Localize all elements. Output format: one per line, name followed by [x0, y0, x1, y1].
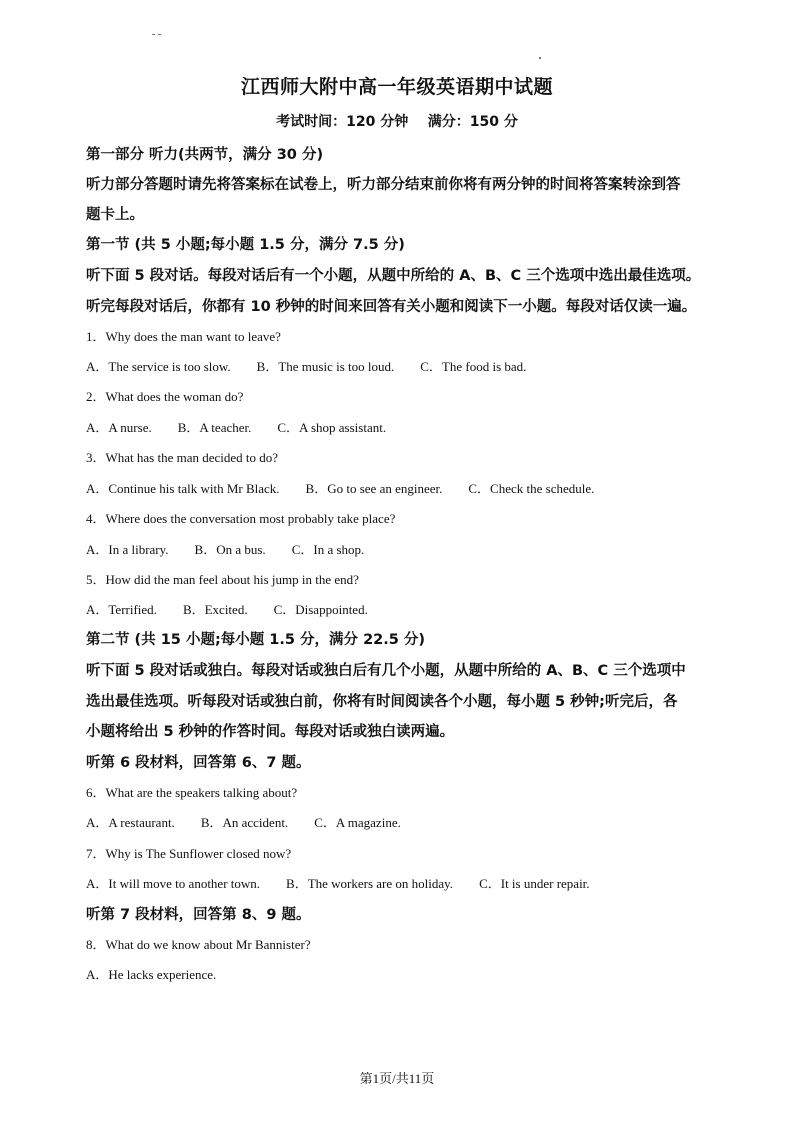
- option-b: B．Excited.: [182, 602, 248, 617]
- question-8-options: [86, 964, 242, 983]
- option-c: C．A magazine.: [314, 815, 401, 830]
- option-a: A．He lacks experience.: [86, 967, 217, 982]
- material-7-heading: 听第 7 段材料，回答第 8、9 题。: [86, 907, 311, 923]
- exam-title: 江西师大附中高一年级英语期中试题: [240, 76, 553, 98]
- option-c: C．A shop assistant.: [277, 420, 387, 435]
- option-b: B．The workers are on holiday.: [286, 876, 454, 891]
- question-2: 2．What does the woman do?: [86, 389, 244, 404]
- part1-instruction-line1: 听力部分答题时请先将答案标在试卷上，听力部分结束前你将有两分钟的时间将答案转涂到答: [86, 177, 681, 193]
- option-a: A．It will move to another town.: [86, 876, 261, 891]
- question-6: 6．What are the speakers talking about?: [86, 785, 298, 800]
- question-7: 7．Why is The Sunflower closed now?: [86, 846, 292, 861]
- option-a: A．Continue his talk with Mr Black.: [86, 481, 280, 496]
- page-footer: 第1页/共11页: [359, 1071, 435, 1086]
- part1-instruction-line2: 题卡上。: [86, 207, 144, 223]
- option-b: B．The music is too loud.: [256, 359, 395, 374]
- option-b: B．On a bus.: [194, 542, 266, 557]
- part1-heading: 第一部分 听力(共两节，满分 30 分): [86, 147, 324, 163]
- option-b: B．Go to see an engineer.: [305, 481, 443, 496]
- option-c: C．Disappointed.: [273, 602, 368, 617]
- scan-speck: [158, 34, 161, 35]
- question-4: 4．Where does the conversation most probably take place?: [86, 511, 396, 526]
- question-5: 5．How did the man feel about his jump in the end?: [86, 572, 359, 587]
- section2-heading: 第二节 (共 15 小题;每小题 1.5 分，满分 22.5 分): [86, 632, 426, 648]
- section1-instruction-line2: 听完每段对话后，你都有 10 秒钟的时间来回答有关小题和阅读下一小题。每段对话仅读一遍。: [86, 299, 697, 315]
- question-3-options: [86, 478, 620, 497]
- question-8: 8．What do we know about Mr Bannister?: [86, 937, 311, 952]
- option-a: A．Terrified.: [86, 602, 157, 617]
- question-5-options: [86, 599, 394, 618]
- question-7-options: [86, 873, 616, 892]
- question-1-options: [86, 356, 552, 375]
- question-2-options: [86, 417, 412, 436]
- option-c: C．Check the schedule.: [468, 481, 595, 496]
- section2-instruction-line2: 选出最佳选项。听每段对话或独白前，你将有时间阅读各个小题，每小题 5 秒钟;听完后，各: [86, 694, 678, 710]
- option-c: C．It is under repair.: [479, 876, 590, 891]
- question-1: 1．Why does the man want to leave?: [86, 329, 281, 344]
- section1-heading: 第一节 (共 5 小题;每小题 1.5 分，满分 7.5 分): [86, 237, 405, 253]
- question-4-options: [86, 539, 390, 558]
- question-3: 3．What has the man decided to do?: [86, 450, 279, 465]
- option-a: A．A nurse.: [86, 420, 152, 435]
- option-c: C．The food is bad.: [420, 359, 527, 374]
- option-a: A．In a library.: [86, 542, 169, 557]
- material-6-heading: 听第 6 段材料，回答第 6、7 题。: [86, 755, 311, 771]
- section1-instruction-line1: 听下面 5 段对话。每段对话后有一个小题，从题中所给的 A、B、C 三个选项中选出最佳选项。: [86, 268, 701, 284]
- section2-instruction-line1: 听下面 5 段对话或独白。每段对话或独白后有几个小题，从题中所给的 A、B、C 三个选项中: [86, 663, 686, 679]
- option-b: B．A teacher.: [177, 420, 252, 435]
- section2-instruction-line3: 小题将给出 5 秒钟的作答时间。每段对话或独白读两遍。: [86, 724, 455, 740]
- question-6-options: [86, 812, 427, 831]
- scan-speck: [152, 34, 155, 35]
- option-c: C．In a shop.: [291, 542, 365, 557]
- scan-speck: [539, 57, 541, 59]
- option-a: A．A restaurant.: [86, 815, 175, 830]
- option-a: A．The service is too slow.: [86, 359, 231, 374]
- option-b: B．An accident.: [200, 815, 289, 830]
- exam-info: 考试时间：120 分钟 满分：150 分: [276, 114, 518, 130]
